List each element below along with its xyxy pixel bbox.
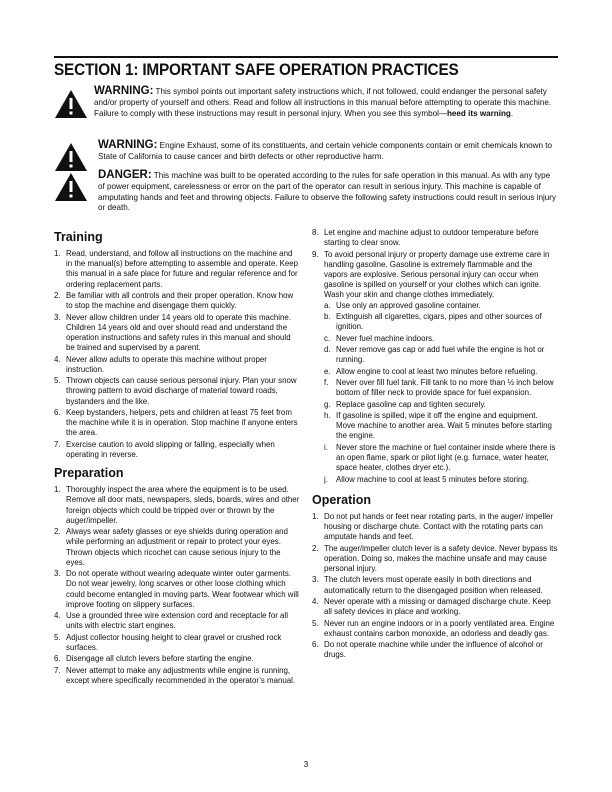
item-text: Do not put hands or feet near rotating parts, in the auger/ impeller housing or discharge chute. Contact with the rotating parts can amputate hands and feet. bbox=[324, 511, 553, 542]
item-text: To avoid personal injury or property damage use extreme care in handling gasoline. Gasoline is extremely flammable and the vapors are explosive. Serious personal injury can occur when gasoline is spilled on yourself or your clothes which can ignite. Wash your skin and change clothes immediately. bbox=[324, 249, 550, 300]
gasoline-sublist bbox=[324, 301, 558, 485]
sub-letter: e. bbox=[324, 366, 331, 376]
item-number: 7. bbox=[54, 439, 61, 449]
list-item bbox=[312, 619, 558, 639]
item-number: 4. bbox=[54, 354, 61, 364]
list-item bbox=[54, 249, 300, 290]
item-number: 7. bbox=[54, 665, 61, 675]
list-item bbox=[54, 666, 300, 686]
warning-text-1 bbox=[94, 86, 558, 119]
preparation-list-continued bbox=[312, 228, 558, 485]
danger-label: DANGER: bbox=[98, 169, 152, 181]
item-text: The clutch levers must operate easily in both directions and automatically return to the disengaged position when released. bbox=[324, 575, 543, 595]
list-item bbox=[54, 291, 300, 311]
sub-text: Extinguish all cigarettes, cigars, pipes and other sources of ignition. bbox=[336, 312, 542, 332]
sub-item bbox=[324, 443, 558, 474]
warning-emphasis: heed its warning bbox=[446, 108, 511, 118]
item-number: 3. bbox=[54, 312, 61, 322]
item-text: Thrown objects can cause serious personal injury. Plan your snow throwing pattern to avoid discharge of material toward roads, bystanders and the like. bbox=[66, 376, 297, 406]
list-item bbox=[312, 250, 558, 485]
sub-item bbox=[324, 378, 558, 398]
item-text: Never run an engine indoors or in a poorly ventilated area. Engine exhaust contains carbon monoxide, an odorless and deadly gas. bbox=[324, 618, 555, 638]
item-text: Adjust collector housing height to clear gravel or crushed rock surfaces. bbox=[66, 632, 282, 652]
danger-body: This machine was built to be operated according to the rules for safe operation in this manual. As with any type of power equipment, carelessness or error on the part of the operator can result in serious injury. This machine is capable of amputating hands and feet and throwing objects. Failure to observe the following safety instructions could result in serious injury or death. bbox=[98, 171, 557, 213]
sub-item bbox=[324, 400, 558, 410]
item-text: Thoroughly inspect the area where the equipment is to be used. Remove all door mats, newspapers, sleds, boards, wires and other foreign objects which could be tripped over or thrown by the auger/impeller. bbox=[66, 485, 300, 525]
list-item bbox=[312, 575, 558, 595]
list-item bbox=[54, 355, 300, 375]
list-item bbox=[54, 569, 300, 610]
sub-letter: f. bbox=[324, 377, 329, 387]
sub-letter: g. bbox=[324, 399, 331, 409]
item-number: 2. bbox=[54, 291, 61, 300]
left-column bbox=[54, 230, 300, 687]
item-number: 6. bbox=[312, 640, 319, 650]
list-item bbox=[54, 654, 300, 664]
danger-text bbox=[98, 170, 558, 214]
list-item bbox=[312, 228, 558, 248]
item-text: Never allow children under 14 years old to operate this machine. Children 14 years old and over should read and understand the operation instructions and safety rules in this manual and should be trained and supervised by a parent. bbox=[66, 312, 292, 353]
sub-text: Never fuel machine indoors. bbox=[336, 333, 435, 343]
item-text: Be familiar with all controls and their proper operation. Know how to stop the machine and disengage them quickly. bbox=[66, 291, 294, 311]
sub-item bbox=[324, 475, 558, 485]
list-item bbox=[54, 408, 300, 439]
sub-text: Never remove gas cap or add fuel while the engine is hot or running. bbox=[336, 344, 545, 365]
warning-triangle-icon bbox=[54, 172, 88, 202]
sub-item bbox=[324, 334, 558, 344]
warning-triangle-icon bbox=[54, 89, 88, 119]
item-number: 6. bbox=[54, 654, 61, 664]
item-text: Let engine and machine adjust to outdoor temperature before starting to clear snow. bbox=[324, 228, 539, 248]
sub-text: Never store the machine or fuel container inside where there is an open flame, spark or pilot light (e.g. furnace, water heater, space heater, clothes dryer etc.). bbox=[336, 442, 556, 473]
warning-body: This symbol points out important safety instructions which, if not followed, could endanger the personal safety and/or property of yourself and others. Read and follow all instructions in this manual before attempting to operate this machine. Failure to comply with these instructions may result in personal injury. When you see this symbol— bbox=[94, 87, 552, 118]
warning-triangle-icon bbox=[54, 142, 88, 172]
sub-text: If gasoline is spilled, wipe it off the engine and equipment. Move machine to another area. Wait 5 minutes before starting the engine. bbox=[336, 410, 552, 441]
list-item bbox=[312, 512, 558, 543]
list-item bbox=[54, 440, 300, 460]
item-number: 3. bbox=[312, 575, 319, 585]
sub-text: Allow machine to cool at least 5 minutes before storing. bbox=[336, 474, 529, 484]
item-text: Do not operate without wearing adequate winter outer garments. Do not wear jewelry, long scarves or other loose clothing which could become entangled in moving parts. Wear footwear which will improve footing on slippery surfaces. bbox=[66, 569, 299, 609]
list-item bbox=[54, 376, 300, 407]
sub-letter: c. bbox=[324, 333, 331, 343]
item-text: Exercise caution to avoid slipping or falling, especially when operating in reverse. bbox=[66, 439, 275, 459]
operation-heading: Operation bbox=[312, 492, 372, 507]
item-number: 1. bbox=[312, 511, 319, 521]
sub-letter: a. bbox=[324, 300, 331, 310]
item-number: 4. bbox=[312, 596, 319, 606]
item-text: Never attempt to make any adjustments while engine is running, except where specifically recommended in the operator’s manual. bbox=[66, 665, 296, 685]
sub-text: Use only an approved gasoline container. bbox=[336, 300, 481, 310]
item-number: 5. bbox=[54, 376, 61, 386]
item-number: 5. bbox=[312, 618, 319, 628]
section-title: SECTION 1: IMPORTANT SAFE OPERATION PRACTICES bbox=[54, 61, 459, 79]
right-column bbox=[312, 228, 558, 662]
item-number: 8. bbox=[312, 228, 319, 237]
sub-letter: h. bbox=[324, 410, 331, 420]
warning-body: Engine Exhaust, some of its constituents, and certain vehicle components contain or emit chemicals known to State of California to cause cancer and birth defects or other reproductive harm. bbox=[98, 141, 552, 161]
sub-letter: j. bbox=[324, 474, 328, 484]
item-text: Keep bystanders, helpers, pets and children at least 75 feet from the machine while it is in operation. Stop machine if anyone enters the area. bbox=[66, 407, 298, 438]
warning-text-2 bbox=[98, 140, 558, 163]
item-text: Use a grounded three wire extension cord and receptacle for all units with electric start engines. bbox=[66, 611, 288, 631]
preparation-heading: Preparation bbox=[54, 466, 124, 481]
list-item bbox=[54, 485, 300, 526]
list-item bbox=[54, 611, 300, 631]
item-number: 4. bbox=[54, 611, 61, 621]
top-rule bbox=[54, 56, 558, 58]
warning-label: WARNING: bbox=[98, 139, 158, 151]
item-number: 1. bbox=[54, 485, 61, 495]
sub-item bbox=[324, 411, 558, 442]
item-number: 9. bbox=[312, 249, 319, 259]
sub-item bbox=[324, 345, 558, 365]
training-heading: Training bbox=[54, 230, 103, 244]
warning-label: WARNING: bbox=[94, 85, 154, 97]
list-item bbox=[312, 640, 558, 660]
item-text: Always wear safety glasses or eye shields during operation and while performing an adjustment or repair to protect your eyes. Thrown objects which ricochet can cause serious injury to the eyes. bbox=[66, 527, 288, 567]
list-item bbox=[54, 313, 300, 354]
item-text: Disengage all clutch levers before starting the engine. bbox=[66, 654, 254, 664]
item-text: The auger/impeller clutch lever is a safety device. Never bypass its operation. Doing so, makes the machine unsafe and may cause personal injury. bbox=[324, 543, 558, 573]
item-text: Never allow adults to operate this machine without proper instruction. bbox=[66, 354, 267, 374]
sub-letter: d. bbox=[324, 344, 331, 354]
sub-letter: b. bbox=[324, 312, 331, 321]
sub-text: Replace gasoline cap and tighten securely. bbox=[336, 399, 486, 409]
item-number: 2. bbox=[54, 527, 61, 537]
operation-list bbox=[312, 512, 558, 661]
item-number: 6. bbox=[54, 407, 61, 417]
item-number: 1. bbox=[54, 249, 61, 258]
list-item bbox=[54, 527, 300, 568]
sub-text: Allow engine to cool at least two minutes before refueling. bbox=[336, 366, 538, 376]
item-text: Read, understand, and follow all instructions on the machine and in the manual(s) before attempting to assemble and operate. Keep this manual in a safe place for future and regular reference and for ordering replacement parts. bbox=[66, 249, 299, 289]
sub-item bbox=[324, 312, 558, 332]
item-number: 2. bbox=[312, 543, 319, 553]
warning-end: . bbox=[510, 108, 514, 118]
sub-letter: i. bbox=[324, 442, 328, 452]
list-item bbox=[312, 544, 558, 575]
list-item bbox=[54, 633, 300, 653]
sub-item bbox=[324, 367, 558, 377]
training-list bbox=[54, 249, 300, 460]
item-number: 3. bbox=[54, 569, 61, 579]
sub-item bbox=[324, 301, 558, 311]
item-number: 5. bbox=[54, 632, 61, 642]
item-text: Do not operate machine while under the influence of alcohol or drugs. bbox=[324, 640, 543, 660]
sub-text: Never over fill fuel tank. Fill tank to no more than ½ inch below bottom of filler neck to provide space for fuel expansion. bbox=[336, 377, 554, 398]
list-item bbox=[312, 597, 558, 617]
page-number: 3 bbox=[303, 760, 309, 769]
preparation-list bbox=[54, 485, 300, 686]
item-text: Never operate with a missing or damaged discharge chute. Keep all safety devices in place and working. bbox=[324, 596, 551, 617]
